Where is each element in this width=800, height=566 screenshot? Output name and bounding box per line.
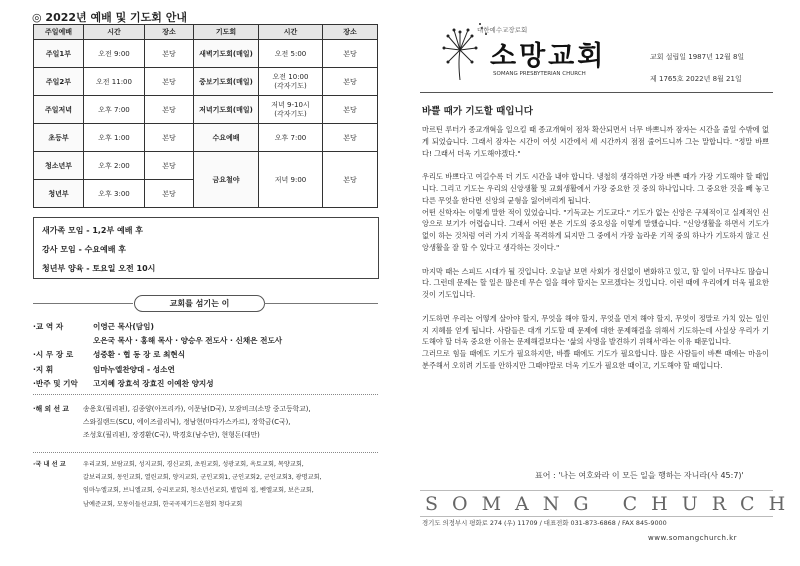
service-time: 오전 9:00 [84,40,145,68]
staff-label: ·시 무 장 로 [33,350,74,360]
mission-line: 임마누엘교회, 브니엘교회, 승리로교회, 청소년선교회, 별업의 집, 벧엘교회, 보은교회, [83,487,314,495]
service-place: 본당 [145,40,194,68]
prayer-name: 새벽기도회(매일) [194,40,259,68]
article-paragraph: 마지막 때는 스피드 시대가 될 것입니다. 오늘날 보면 사회가 정신없이 변화하고 있고, 할 일이 너무나도 많습니다. 그런데 문제는 할 일은 많은데 무슨 일을 해야 할지는 모르겠다는 것입니다. 이런 때에 우리에게 더욱 필요한 것이 기도입니다. [422,266,769,300]
mission-line: 스와질랜드(SCU, 에이즈클리닉), 정남현(마다가스카르), 장학금(C국), [83,418,291,427]
somang-church-banner: SOMANG CHURCH [425,493,800,515]
service-place: 본당 [145,180,194,208]
notice-item: 새가족 모임 - 1,2부 예배 후 [42,226,143,235]
header-divider [420,92,773,93]
schedule-header-row [34,25,378,40]
prayer-name: 저녁기도회(매일) [194,96,259,124]
header-cell: 장소 [145,25,194,40]
mission-row [33,458,322,471]
church-address: 경기도 의정부시 평화로 274 (우) 11709 / 대표전화 031-873-6868 / FAX 845-9000 [422,519,667,527]
prayer-time: 저녁 9-10시 (각자기도) [259,96,323,124]
service-place: 본당 [145,152,194,180]
service-place: 본당 [145,68,194,96]
service-place: 본당 [145,96,194,124]
denomination-name: 대한예수교장로회 [477,26,528,34]
prayer-time: 오전 10:00 (각자기도) [259,68,323,96]
staff-value: 이영근 목사(담임) [93,322,154,331]
staff-row [33,320,282,334]
article-paragraph: 마르틴 루터가 종교개혁을 일으킬 때 종교개혁이 점차 확산되면서 너무 바쁘니까 잠자는 시간을 줄일 수밖에 없게 되었습니다. 그래서 잠자는 시간이 여섯 시간에서 세 시간까지 점점 줄어드니까 그는 말합니다. "정말 바쁘다! 그래서 더욱 기도해야겠다." [422,125,769,158]
prayer-name: 수요예배 [194,124,259,152]
service-time: 오후 7:00 [84,96,145,124]
footer-divider-bottom [420,516,773,517]
schedule-row [34,96,378,124]
mission-line: 남예준교회, 모동이들선교회, 한국곡제기드온협회 청다교회 [83,500,243,508]
notice-box [33,217,379,279]
issue-number: 제 1765호 2022년 8월 21일 [650,75,742,83]
overseas-missions [33,403,311,443]
article-title: 바쁠 때가 기도할 때입니다 [422,106,533,117]
schedule-table [33,24,378,208]
mission-line: 송용호(필리핀), 김종양(아프리카), 이문남(D국), 모잠비크(소망 중고등학교), [83,405,311,413]
service-time: 오전 11:00 [84,68,145,96]
service-name: 주일2부 [34,68,84,96]
mission-label: ·해 외 선 교 [33,405,69,413]
established-date: 교회 설립일 1987년 12월 8일 [650,53,745,61]
prayer-place: 본당 [323,40,378,68]
staff-value: 임마누엘찬양대 - 성소연 [93,364,175,374]
staff-list [33,320,282,391]
prayer-place: 본당 [323,68,378,96]
staff-label: ·교 역 자 [33,322,64,331]
mission-row [33,403,311,416]
domestic-missions [33,458,322,511]
staff-label: ·지 휘 [33,364,54,374]
service-time: 오후 3:00 [84,180,145,208]
mission-line: 우리교회, 보람교회, 성지교회, 경신교회, 초원교회, 성광교회, 옥토교회, 목양교회, [83,461,304,468]
staff-value: 고지혜 장효석 장효진 이예찬 양지성 [93,378,214,388]
service-name: 주일1부 [34,40,84,68]
staff-value: 오은국 목사 · 홍해 목사 · 양승우 전도사 · 신채은 전도사 [93,336,283,346]
service-name: 청소년부 [34,152,84,180]
schedule-row [34,68,378,96]
prayer-time: 오후 7:00 [259,124,323,152]
staff-row [33,377,282,391]
servants-title: 교회를 섬기는 이 [134,295,265,312]
staff-row [33,363,282,377]
service-name: 초등부 [34,124,84,152]
mission-label: ·국 내 선 교 [33,461,66,468]
service-name: 청년부 [34,180,84,208]
service-time: 오후 2:00 [84,152,145,180]
header-cell: 시간 [84,25,145,40]
header-cell: 주일예배 [34,25,84,40]
article-body [422,124,769,384]
divider-right [264,303,378,304]
header-cell: 장소 [323,25,378,40]
divider-left [33,303,133,304]
schedule-title: ◎ 2022년 예배 및 기도회 안내 [32,11,187,24]
schedule-row [34,152,378,180]
motto-verse: 표어 : '나는 여호와라 이 모든 일을 행하는 자니라(사 45:7)' [535,471,744,480]
mission-line: 갈보리교회, 동인교회, 열린교회, 양지교회, 군인교회1, 군인교회2, 군인교회3, 광명교회, [83,474,322,482]
article-paragraph: 기도하면 우리는 어떻게 살아야 할지, 무엇을 해야 할지, 무엇을 먼저 해야 할지, 무엇이 정말로 가치 있는 일인지 지혜를 얻게 됩니다. 사람들은 대개 기도할 때 문제에 대한 문제해결을 위해서 기도하는데 사실상 우리가 기도해야 할 더욱 중요한 이유는 문제해결보다는 '삶의 사명을 발견하기 위해서'라는 이유 때문입니다. 그러므로 힘들 때에도 기도가 필요하지만, 바쁠 때에도 기도가 필요합니다. 많은 사람들이 바쁜 때에는 마음이 분주해서 오히려 기도를 안하지만 그때야말로 더욱 기도가 필요한 때이고, 기도해야 할 때입니다. [422,313,769,370]
service-time: 오후 1:00 [84,124,145,152]
notice-item: 청년부 양육 - 토요일 오전 10시 [42,264,156,273]
prayer-time: 저녁 9:00 [259,152,323,208]
mission-line: 조성호(필리핀), 장경환(C국), 박경호(남수단), 현형돈(대만) [83,431,260,440]
staff-label: ·반주 및 기악 [33,378,78,388]
prayer-place: 본당 [323,124,378,152]
dotted-divider [33,394,378,395]
notice-item: 강사 모임 - 수요예배 후 [42,245,127,254]
header-cell: 기도회 [194,25,259,40]
service-name: 주일저녁 [34,96,84,124]
church-name: 소망교회 [490,41,607,72]
prayer-place: 본당 [323,96,378,124]
staff-row [33,348,282,362]
schedule-row [34,40,378,68]
prayer-time: 오전 5:00 [259,40,323,68]
prayer-name: 중보기도회(매일) [194,68,259,96]
church-website: www.somangchurch.kr [648,534,738,542]
prayer-name: 금요철야 [194,152,259,208]
staff-row [33,334,282,348]
header-cell: 시간 [259,25,323,40]
article-paragraph: 우리도 바쁘다고 여길수록 더 기도 시간을 내야 합니다. 냉철히 생각하면 가장 바쁜 때가 가장 기도해야 할 때입니다. 그리고 기도는 우리의 신앙생활 및 교회생활에서 가장 중요한 것 중의 하나입니다. 그 중요한 것을 빼 놓고 다른 무엇을 한다면 신앙의 균형을 잃어버리게 됩니다. 어떤 신학자는 이렇게 말한 적이 있었습니다. "기독교는 기도교다." 기도가 없는 신앙은 구체적이고 실제적인 신앙으로 보기가 어렵습니다. 그래서 어떤 분은 기도의 중요성을 이렇게 말했습니다. "신앙생활을 하면서 기도가 없이 하는 것처럼 여러 가지 기적을 목격하게 되지만 그 중에서 가장 놀라운 기적 중의 하나가 기도하지 않고 신앙생활을 잘 할 수 있다고 생각하는 것이다." [422,172,769,252]
staff-value: 성중환 · 협 동 장 로 최현식 [93,350,186,360]
dotted-divider [33,452,378,453]
schedule-row [34,124,378,152]
church-english-name: SOMANG PRESBYTERIAN CHURCH [493,71,586,77]
service-place: 본당 [145,124,194,152]
footer-divider-top [420,490,773,491]
prayer-place: 본당 [323,152,378,208]
